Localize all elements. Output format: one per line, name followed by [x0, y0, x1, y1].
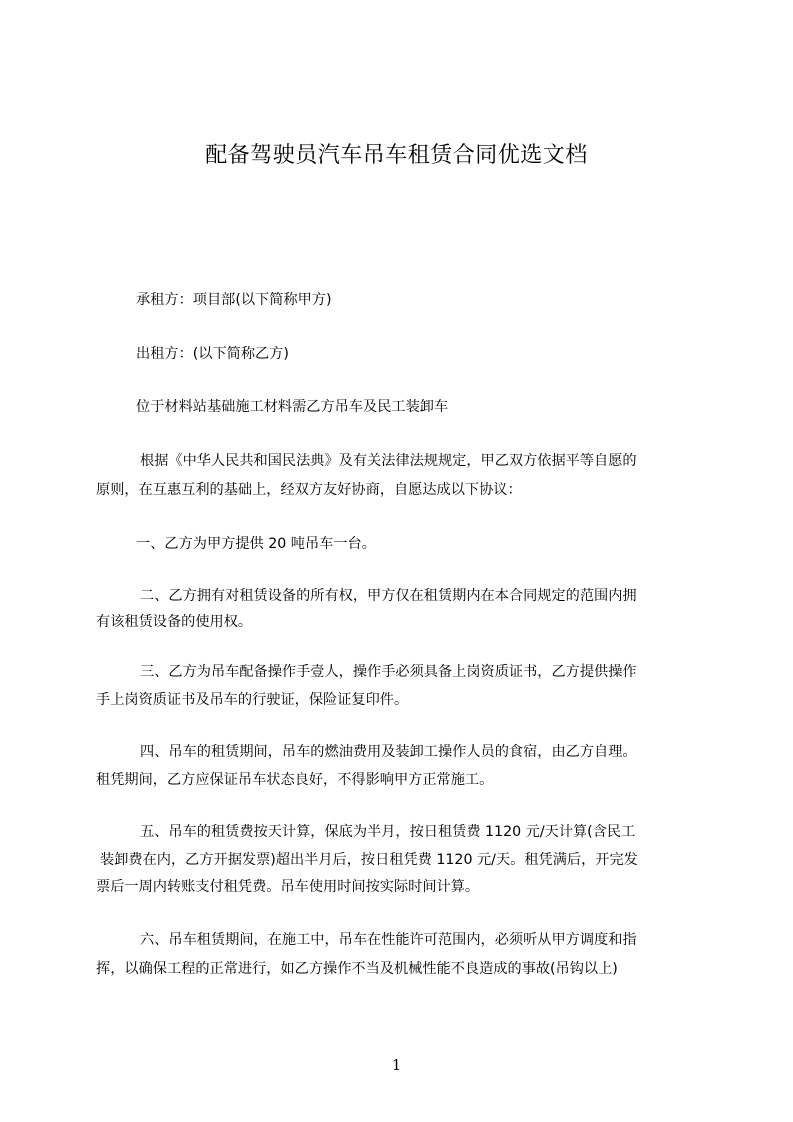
- lessor-line: 出租方：(以下简称乙方): [136, 346, 289, 362]
- clause-1-line-1: 一、乙方为甲方提供 20 吨吊车一台。: [136, 536, 376, 552]
- clause-5-line-3: 票后一周内转账支付租凭费。吊车使用时间按实际时间计算。: [96, 879, 480, 895]
- clause-6-line-2: 挥，以确保工程的正常进行，如乙方操作不当及机械性能不良造成的事故(吊钩以上): [96, 961, 618, 977]
- clause-5-line-1: 五、吊车的租赁费按天计算，保底为半月，按日租赁费 1120 元/天计算(含民工: [140, 824, 636, 840]
- basis-line-1: 根据《中华人民共和国民法典》及有关法律法规规定，甲乙双方依据平等自愿的: [140, 453, 637, 469]
- document-title: 配备驾驶员汽车吊车租赁合同优选文档: [205, 143, 588, 168]
- clause-6-line-1: 六、吊车租赁期间，在施工中，吊车在性能许可范围内，必须听从甲方调度和指: [140, 932, 637, 948]
- clause-3-line-2: 手上岗资质证书及吊车的行驶证，保险证复印件。: [96, 692, 409, 708]
- lessee-line: 承租方：项目部(以下简称甲方): [136, 292, 332, 308]
- clause-4-line-1: 四、吊车的租赁期间，吊车的燃油费用及装卸工操作人员的食宿，由乙方自理。: [140, 744, 637, 760]
- clause-2-line-1: 二、乙方拥有对租赁设备的所有权，甲方仅在租赁期内在本合同规定的范围内拥: [140, 588, 637, 604]
- basis-line-2: 原则，在互惠互利的基础上，经双方友好协商，自愿达成以下协议：: [96, 482, 522, 498]
- clause-3-line-1: 三、乙方为吊车配备操作手壹人，操作手必须具备上岗资质证书，乙方提供操作: [140, 664, 637, 680]
- location-line: 位于材料站基础施工材料需乙方吊车及民工装卸车: [136, 399, 449, 415]
- page-number: 1: [391, 1056, 402, 1074]
- clause-5-line-2: 装卸费在内，乙方开据发票)超出半月后，按日租凭费 1120 元/天。租凭满后，开完发: [100, 852, 638, 868]
- clause-2-line-2: 有该租赁设备的使用权。: [96, 614, 253, 630]
- clause-4-line-2: 租凭期间，乙方应保证吊车状态良好，不得影响甲方正常施工。: [96, 772, 494, 788]
